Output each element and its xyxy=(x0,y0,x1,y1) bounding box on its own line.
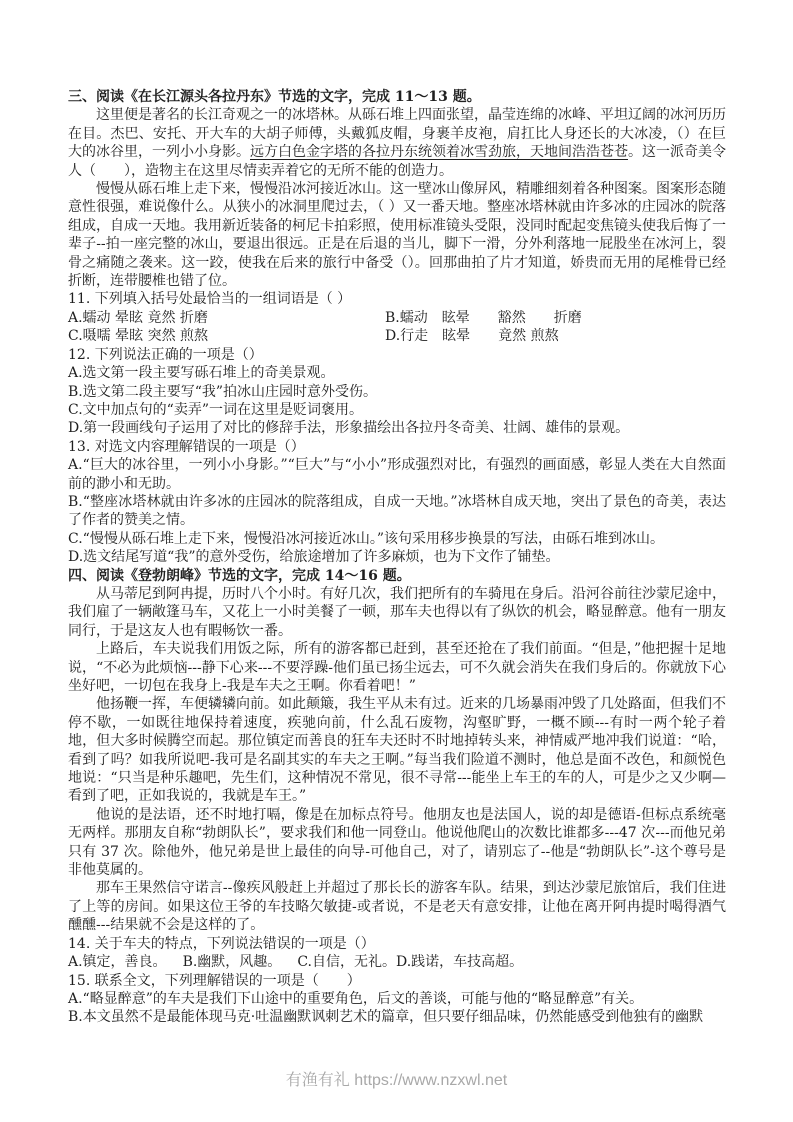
question-15-option-b: B.本文虽然不是最能体现马克·吐温幽默讽刺艺术的篇章，但只要仔细品味，仍然能感受到他独有的幽默 xyxy=(68,1009,704,1026)
question-14-option-d: D.践诺，车技高超。 xyxy=(395,954,524,971)
section3-paragraph-2: 慢慢从砾石堆上走下来，慢慢沿冰河接近冰山。这一壁冰山像屏风，精雕细刻着各种图案。图案形态随意性很强，难说像什么。从狭小的冰洞里爬过去，（ ）又一番天地。整座冰塔林就由许多冰的庄园冰的院落组成，自成一天地。我用新近装备的柯尼卡拍彩照，使用标准镜头受限，没同时配起变焦镜头使我后悔了一辈子--拍一座完整的冰山，要退出很远。正是在后退的当儿，脚下一滑，分外利落地一屁股坐在冰河上，裂骨之痛随之袭来。这一跤，使我在后来的旅行中备受（）。回那曲拍了片才知道，娇贵而无用的尾椎骨已经折断，连带腰椎也错了位。 xyxy=(68,181,726,290)
question-14-option-a: A.镇定，善良。 xyxy=(68,954,167,971)
question-13 xyxy=(68,438,726,567)
section3-p1-text-after: 。这一派奇美令人（ ），造物主在这里尽情卖弄着它的无所不能的创造力。 xyxy=(68,144,726,179)
question-13-stem: 13. 对选文内容理解错误的一项是（） xyxy=(68,438,305,455)
section3-p1-underlined-sentence: 远方白色金字塔的各拉丹东统领着冰雪劲旅，天地间浩浩苍苍 xyxy=(250,144,628,161)
question-13-option-c: C.“慢慢从砾石堆上走下来，慢慢沿冰河接近冰山。”该句采用移步换景的写法，由砾石堆到冰山。 xyxy=(68,530,664,547)
section3-paragraph-1 xyxy=(68,106,726,180)
question-12-option-b: B.选文第二段主要写“我”拍冰山庄园时意外受伤。 xyxy=(68,383,378,400)
section4-paragraph-2: 上路后，车夫说我们用饭之际，所有的游客都已赶到，甚至还抢在了我们前面。“但是，”他把握十足地说，“不必为此烦恼---静下心来---不要浮躁-他们虽已扬尘远去，可不久就会消失在我们身后的。你就放下心坐好吧，一切包在我身上-我是车夫之王啊。你看着吧！” xyxy=(68,641,726,694)
question-11-option-a: A.蠕动 晕眩 竟然 折磨 xyxy=(68,309,208,326)
question-15 xyxy=(68,972,726,1027)
question-11-option-d: D.行走 眩晕 竟然 煎熬 xyxy=(385,328,559,345)
question-11 xyxy=(68,290,726,345)
section4-paragraph-1: 从马蒂尼到阿冉提，历时八个小时。有好几次，我们把所有的车骑甩在身后。沿河谷前往沙蒙尼途中，我们雇了一辆敞篷马车，又花上一小时美餐了一顿，那车夫也得以有了纵饮的机会，略显醉意。他有一朋友同行，于是这友人也有暇畅饮一番。 xyxy=(68,585,726,639)
section3-p1-text-before: 这里便是著名的长江奇观之一的冰塔林。从砾石堆上四面张望，晶莹连绵的冰峰、平坦辽阔的冰河历历在目。杰巴、安托、开大车的大胡子师傅，头戴狐皮帽，身裹羊皮袍，肩扛比人身还长的大冰凌，（）在巨大的冰谷里，一列小小身影。 xyxy=(68,107,726,161)
question-13-option-d: D.选文结尾写道“我”的意外受伤，给旅途增加了许多麻烦，也为下文作了铺垫。 xyxy=(68,549,560,566)
question-11-options-row-1 xyxy=(68,309,726,327)
document-content xyxy=(68,88,726,1027)
watermark-footer: 有渔有礼 https://www.nzxwl.net xyxy=(285,1072,508,1089)
section4-heading: 四、阅读《登勃朗峰》节选的文字，完成 14～16 题。 xyxy=(68,567,411,584)
section4-paragraph-5: 那车王果然信守诺言--像疾风般赶上并超过了那长长的游客车队。结果，到达沙蒙尼旅馆后，我们住进了上等的房间。如果这位王爷的车技略欠敏捷-或者说，不是老天有意安排，让他在离开阿冉提时喝得酒气醺醺---结果就不会是这样的了。 xyxy=(68,880,726,934)
question-13-option-a: A.“巨大的冰谷里，一列小小身影。”“巨大”与“小小”形成强烈对比，有强烈的画面感，彰显人类在大自然面前的渺小和无助。 xyxy=(68,457,726,492)
question-11-stem: 11. 下列填入括号处最恰当的一组词语是（ ） xyxy=(68,291,352,308)
section4-paragraph-3: 他扬鞭一挥，车便辚辚向前。如此颠簸，我生平从未有过。近来的几场暴雨冲毁了几处路面，但我们不停不歇，一如既往地保持着速度，疾驰向前，什么乱石废物，沟壑旷野，一概不顾---有时一两个轮子着地，但大多时候腾空而起。那位镇定而善良的狂车夫还时不时地掉转头来，神情威严地冲我们说道：“哈，看到了吗？如我所说吧-我可是名副其实的车夫之王啊。”每当我们险道不测时，他总是面不改色，和颜悦色地说：“只当是种乐趣吧，先生们，这种情况不常见，很不寻常---能坐上车王的车的人，可是少之又少啊—看到了吧，正如我说的，我就是车王。” xyxy=(68,696,726,805)
question-12-option-a: A.选文第一段主要写砾石堆上的奇美景观。 xyxy=(68,365,335,382)
section4-paragraph-4: 他说的是法语，还不时地打嗝，像是在加标点符号。他朋友也是法国人，说的却是德语-但标点系统毫无两样。那朋友自称“勃朗队长”，要求我们和他一同登山。他说他爬山的次数比谁都多---47 次---而他兄弟只有 37 次。除他外，他兄弟是世上最佳的向导-可他自己，对了，请别忘了--他是“勃朗队长”-这个尊号是非他莫属的。 xyxy=(68,806,726,879)
question-14-option-c: C.自信，无礼。 xyxy=(297,954,396,971)
question-15-stem: 15. 联系全文，下列理解错误的一项是（ ） xyxy=(68,972,361,989)
question-11-option-c: C.嗫嚅 晕眩 突然 煎熬 xyxy=(68,328,209,345)
question-12-stem: 12. 下列说法正确的一项是（） xyxy=(68,346,263,363)
question-11-option-b: B.蠕动 眩晕 豁然 折磨 xyxy=(385,309,582,326)
question-14-stem: 14. 关于车夫的特点，下列说法错误的一项是（） xyxy=(68,935,375,952)
question-12 xyxy=(68,346,726,438)
question-13-option-b: B.“整座冰塔林就由许多冰的庄园冰的院落组成，自成一天地。”冰塔林自成天地，突出了景色的奇美，表达了作者的赞美之情。 xyxy=(68,493,726,529)
question-11-options-row-2 xyxy=(68,327,726,345)
question-14-options-row xyxy=(68,953,726,971)
question-12-option-d: D.第一段画线句子运用了对比的修辞手法，形象描绘出各拉丹冬奇美、壮阔、雄伟的景观。 xyxy=(68,420,630,437)
section3-heading: 三、阅读《在长江源头各拉丹东》节选的文字，完成 11～13 题。 xyxy=(68,89,481,105)
question-15-option-a: A.“略显醉意”的车夫是我们下山途中的重要角色，后文的善谈，可能与他的“略显醉意”有关。 xyxy=(68,990,644,1007)
question-14 xyxy=(68,935,726,972)
question-14-option-b: B.幽默，风趣。 xyxy=(182,954,282,971)
question-12-option-c: C.文中加点句的“卖弄”一词在这里是贬词褒用。 xyxy=(68,401,363,418)
